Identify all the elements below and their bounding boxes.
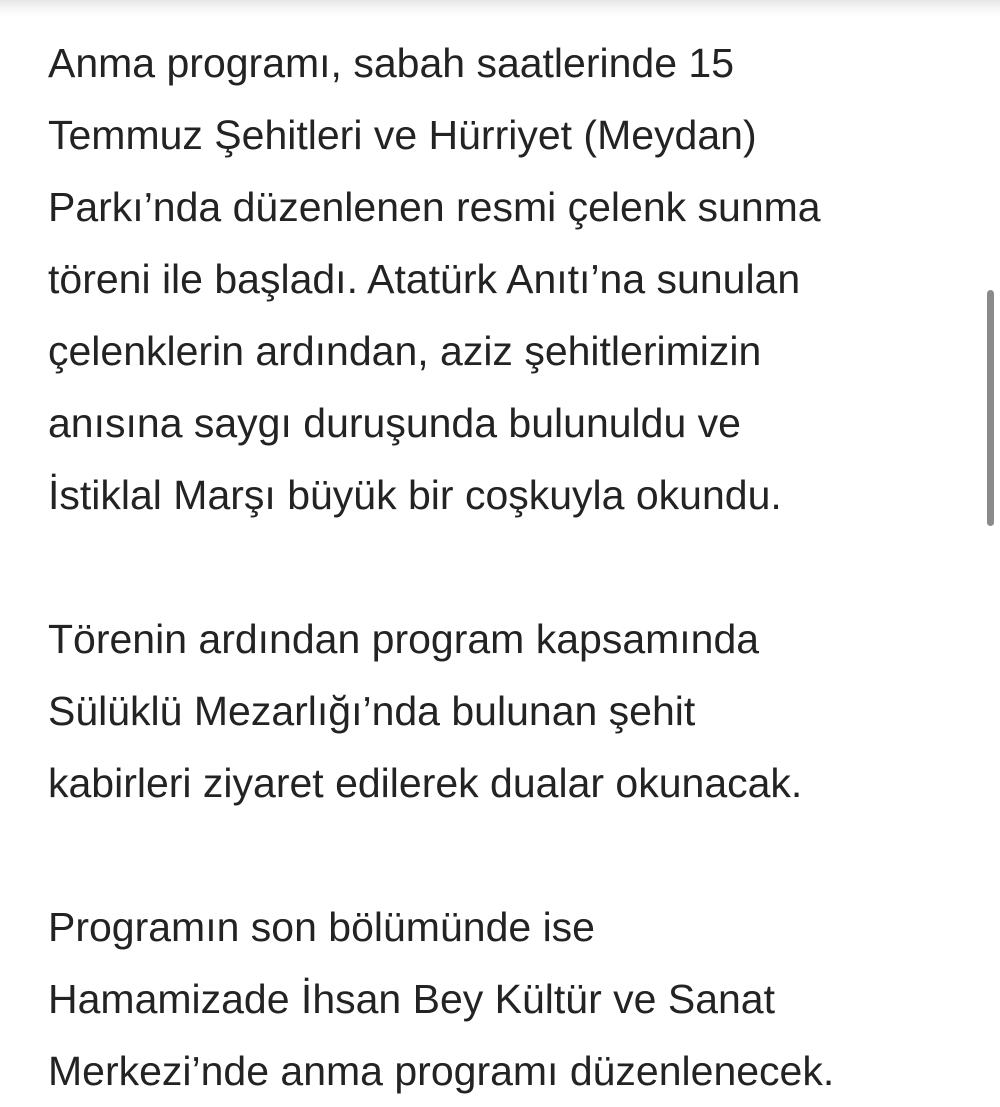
paragraph-3 bbox=[48, 891, 978, 1107]
text-line: çelenklerin ardından, aziz şehitlerimizin bbox=[48, 328, 762, 374]
text-line: Temmuz Şehitleri ve Hürriyet (Meydan) bbox=[48, 112, 757, 158]
text-line: Sülüklü Mezarlığı’nda bulunan şehit bbox=[48, 688, 696, 734]
text-line: Hamamizade İhsan Bey Kültür ve Sanat bbox=[48, 976, 775, 1022]
text-line: İstiklal Marşı büyük bir coşkuyla okundu. bbox=[48, 472, 782, 518]
text-line: Törenin ardından program kapsamında bbox=[48, 616, 760, 662]
paragraph-2 bbox=[48, 603, 978, 819]
text-line: anısına saygı duruşunda bulunuldu ve bbox=[48, 400, 741, 446]
text-line: Programın son bölümünde ise bbox=[48, 904, 595, 950]
paragraph-1 bbox=[48, 27, 978, 531]
text-line: töreni ile başladı. Atatürk Anıtı’na sunulan bbox=[48, 256, 801, 302]
text-line: Merkezi’nde anma programı düzenlenecek. bbox=[48, 1048, 835, 1094]
top-shadow bbox=[0, 0, 1000, 18]
text-line: Parkı’nda düzenlenen resmi çelenk sunma bbox=[48, 184, 821, 230]
text-line: kabirleri ziyaret edilerek dualar okunacak. bbox=[48, 760, 803, 806]
scrollbar-thumb[interactable] bbox=[987, 290, 994, 526]
text-line: Anma programı, sabah saatlerinde 15 bbox=[48, 40, 735, 86]
article-body bbox=[48, 27, 978, 1107]
scrollbar[interactable] bbox=[984, 0, 996, 1041]
